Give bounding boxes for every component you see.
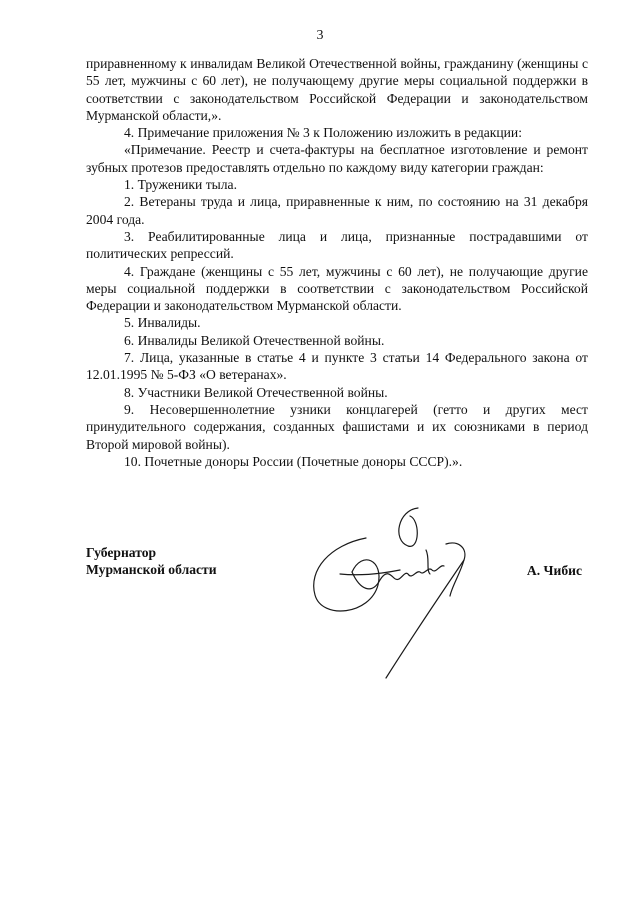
paragraph-amendment-4: 4. Примечание приложения № 3 к Положению изложить в редакции: [124,125,522,141]
signatory-position [86,544,217,579]
signatory-name: А. Чибис [526,563,582,578]
list-item-3: 3. Реабилитированные лица и лица, признанные пострадавшими от политических репрессий. [86,228,588,262]
list-item-2: 2. Ветераны труда и лица, приравненные к ним, по состоянию на 31 декабря 2004 года. [86,194,588,227]
document-body [86,55,588,470]
handwritten-signature [300,500,500,685]
list-item-4: 4. Граждане (женщины с 55 лет, мужчины с 60 лет), не получающие другие меры социальной поддержки в соответствии с законодательством Российской Федерации и законодательством Мурманской области. [86,263,588,314]
list-item-9: 9. Несовершеннолетние узники концлагерей (гетто и других мест принудительного содержания, созданных фашистами и их союзниками в период Второй мировой войны). [86,401,588,452]
list-item-10: 10. Почетные доноры России (Почетные доноры СССР).». [124,453,463,469]
page-number: 3 [316,28,324,43]
list-item-7: 7. Лица, указанные в статье 4 и пункте 3 статьи 14 Федерального закона от 12.01.1995 № 5-ФЗ «О ветеранах». [86,350,588,383]
list-item-1: 1. Труженики тыла. [124,177,237,193]
signatory-position-line-2: Мурманской области [86,562,217,578]
list-item-8: 8. Участники Великой Отечественной войны. [124,384,388,400]
list-item-5: 5. Инвалиды. [124,315,201,331]
paragraph-continuation: приравненному к инвалидам Великой Отечественной войны, гражданину (женщины с 55 лет, мужчины с 60 лет), не получающему другие меры социальной поддержки в соответствии с законодательством Российской Федерации и законодательством Мурманской области,». [86,56,588,123]
signatory-position-line-1: Губернатор [86,545,157,560]
paragraph-note-intro: «Примечание. Реестр и счета-фактуры на бесплатное изготовление и ремонт зубных протезов предоставлять отдельно по каждому виду категории граждан: [86,142,588,175]
list-item-6: 6. Инвалиды Великой Отечественной войны. [124,332,385,348]
